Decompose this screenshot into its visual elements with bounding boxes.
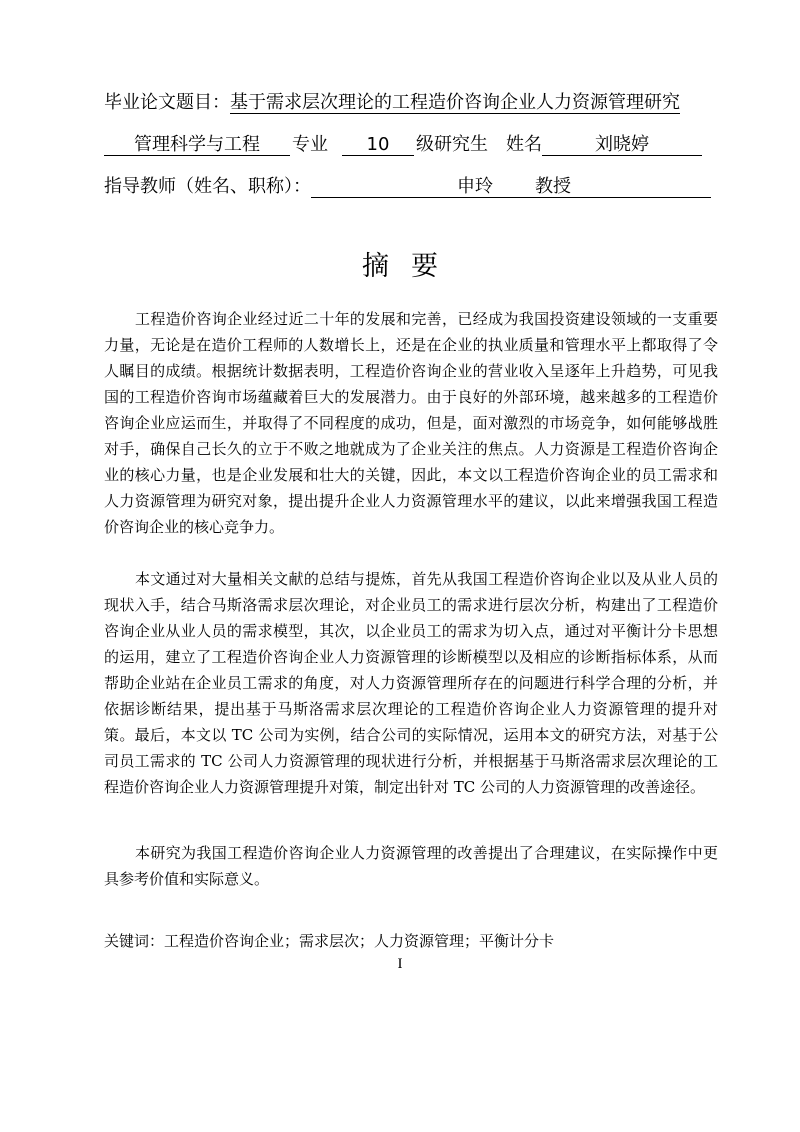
major-value: 管理科学与工程	[104, 135, 290, 156]
student-name: 刘晓婷	[542, 135, 702, 156]
abstract-paragraph-2: 本文通过对大量相关文献的总结与提炼，首先从我国工程造价咨询企业以及从业人员的现状入手，结合马斯洛需求层次理论，对企业员工的需求进行层次分析，构建出了工程造价咨询企业从业人员的需求模型，其次，以企业员工的需求为切入点，通过对平衡计分卡思想的运用，建立了工程造价咨询企业人力资源管理的诊断模型以及相应的诊断指标体系，从而帮助企业站在企业员工需求的角度，对人力资源管理所存在的问题进行科学合理的分析，并依据诊断结果，提出基于马斯洛需求层次理论的工程造价咨询企业人力资源管理的提升对策。最后，本文以 TC 公司为实例，结合公司的实际情况，运用本文的研究方法，对基于公司员工需求的 TC 公司人力资源管理的现状进行分析，并根据基于马斯洛需求层次理论的工程造价咨询企业人力资源管理提升对策，制定出针对 TC 公司的人力资源管理的改善途径。	[104, 570, 718, 796]
major-label: 专业	[292, 134, 328, 155]
thesis-title-row	[104, 92, 720, 114]
abstract-heading: 摘要	[362, 251, 460, 282]
advisor-title: 教授	[535, 176, 571, 197]
keywords-list: 工程造价咨询企业；需求层次；人力资源管理；平衡计分卡	[164, 932, 555, 950]
grade-value: 10	[342, 135, 414, 156]
advisor-name: 申玲	[457, 176, 493, 197]
abstract-paragraph-1: 工程造价咨询企业经过近二十年的发展和完善，已经成为我国投资建设领域的一支重要力量，无论是在造价工程师的人数增长上，还是在企业的执业质量和管理水平上都取得了令人瞩目的成绩。根据统计数据表明，工程造价咨询企业的营业收入呈逐年上升趋势，可见我国的工程造价咨询市场蕴藏着巨大的发展潜力。由于良好的外部环境，越来越多的工程造价咨询企业应运而生，并取得了不同程度的成功，但是，面对激烈的市场竞争，如何能够战胜对手，确保自己长久的立于不败之地就成为了企业关注的焦点。人力资源是工程造价咨询企业的核心力量，也是企业发展和壮大的关键，因此，本文以工程造价咨询企业的员工需求和人力资源管理为研究对象，提出提升企业人力资源管理水平的建议，以此来增强我国工程造价咨询企业的核心竞争力。	[104, 310, 718, 536]
thesis-title-label: 毕业论文题目：	[104, 92, 230, 113]
thesis-title: 基于需求层次理论的工程造价咨询企业人力资源管理研究	[230, 92, 680, 113]
name-label: 姓名	[506, 134, 542, 155]
student-info-row	[104, 134, 720, 156]
keywords-row	[104, 928, 718, 954]
page-number: I	[397, 956, 403, 972]
advisor-row	[104, 176, 720, 198]
advisor-value	[311, 177, 711, 198]
advisor-label: 指导教师（姓名、职称）：	[104, 176, 311, 197]
grade-label: 级研究生	[416, 134, 488, 155]
keywords-label: 关键词：	[104, 932, 165, 950]
abstract-paragraph-3: 本研究为我国工程造价咨询企业人力资源管理的改善提出了合理建议，在实际操作中更具参考价值和实际意义。	[104, 844, 718, 888]
